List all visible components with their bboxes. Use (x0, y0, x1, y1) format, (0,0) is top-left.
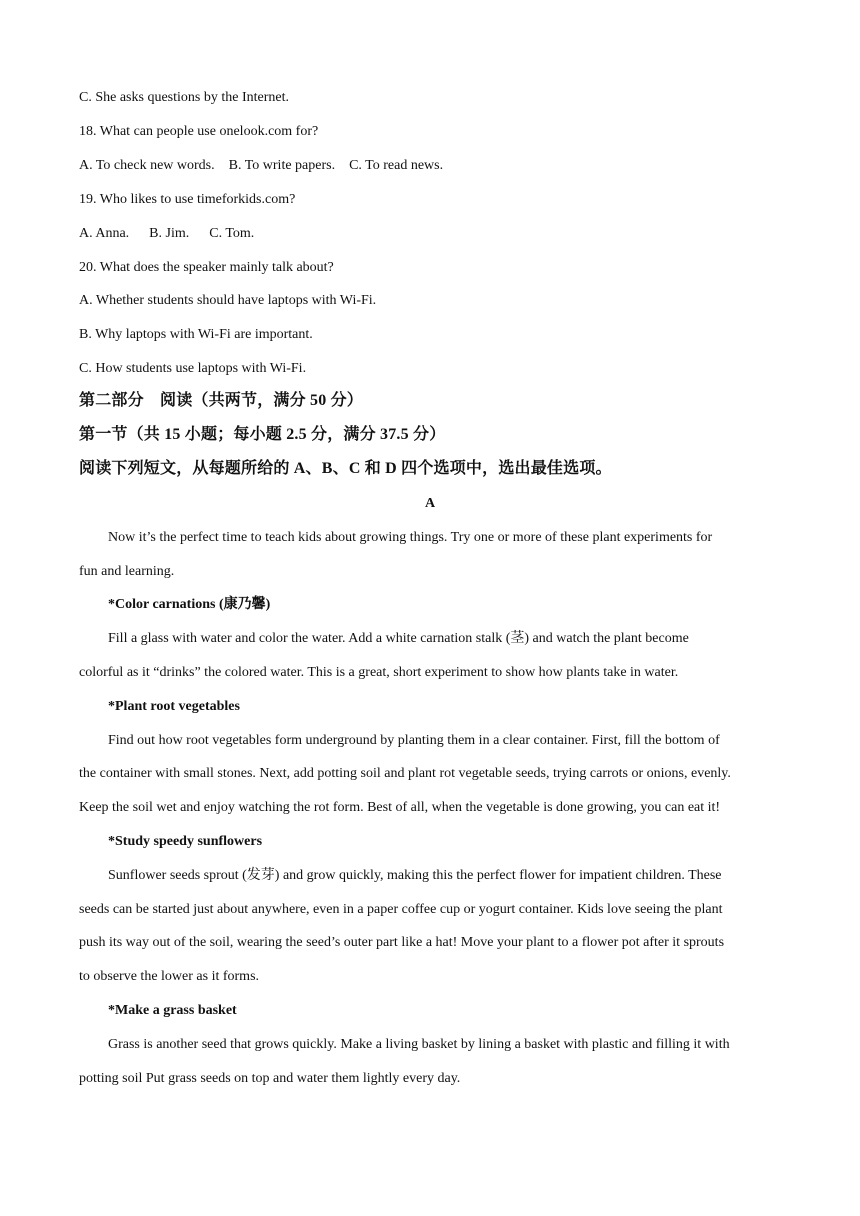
paragraph-line: colorful as it “drinks” the colored water. This is a great, short experiment to show how plants take in water. (79, 665, 679, 680)
q20-question: 20. What does the speaker mainly talk about? (79, 260, 334, 275)
q18-option-a: A. To check new words. (79, 158, 215, 173)
q18-question: 18. What can people use onelook.com for? (79, 124, 319, 139)
paragraph-line: seeds can be started just about anywhere, even in a paper coffee cup or yogurt container. Kids love seeing the plant (79, 902, 723, 917)
paragraph-line: push its way out of the soil, wearing the seed’s outer part like a hat! Move your plant to a flower pot after it sprouts (79, 935, 725, 950)
paragraph-line: Grass is another seed that grows quickly. Make a living basket by lining a basket with plastic and filling it with (108, 1037, 730, 1052)
part2-heading: 第二部分 阅读（共两节，满分 50 分） (79, 392, 364, 409)
section-title: *Color carnations (康乃馨) (108, 597, 271, 612)
q19-options (79, 225, 799, 243)
q20-option-a: A. Whether students should have laptops with Wi-Fi. (79, 293, 377, 308)
q17-option-c: C. She asks questions by the Internet. (79, 90, 289, 105)
q19-option-b: B. Jim. (149, 226, 190, 241)
q19-option-a: A. Anna. (79, 226, 130, 241)
paragraph-line: Keep the soil wet and enjoy watching the rot form. Best of all, when the vegetable is done growing, you can eat it! (79, 800, 721, 815)
q19-question: 19. Who likes to use timeforkids.com? (79, 192, 296, 207)
reading-instruction: 阅读下列短文，从每题所给的 A、B、C 和 D 四个选项中，选出最佳选项。 (79, 460, 612, 477)
section1-heading: 第一节（共 15 小题；每小题 2.5 分，满分 37.5 分） (79, 426, 446, 443)
q20-option-c: C. How students use laptops with Wi-Fi. (79, 361, 307, 376)
q18-options (79, 157, 799, 175)
section-title: *Make a grass basket (108, 1003, 237, 1018)
paragraph-line: potting soil Put grass seeds on top and water them lightly every day. (79, 1071, 461, 1086)
paragraph-line: the container with small stones. Next, add potting soil and plant rot vegetable seeds, trying carrots or onions, evenly. (79, 766, 731, 781)
paragraph-line: Fill a glass with water and color the water. Add a white carnation stalk (茎) and watch the plant become (108, 631, 689, 646)
q19-option-c: C. Tom. (209, 226, 255, 241)
passage-label: A (424, 496, 436, 511)
paragraph-line: Find out how root vegetables form underground by planting them in a clear container. First, fill the bottom of (108, 733, 720, 748)
q20-option-b: B. Why laptops with Wi-Fi are important. (79, 327, 313, 342)
intro-line: fun and learning. (79, 564, 175, 579)
paragraph-line: to observe the lower as it forms. (79, 969, 260, 984)
section-title: *Plant root vegetables (108, 699, 240, 714)
q18-option-c: C. To read news. (349, 158, 444, 173)
paragraph-line: Sunflower seeds sprout (发芽) and grow quickly, making this the perfect flower for impatient children. These (108, 868, 722, 883)
q18-option-b: B. To write papers. (228, 158, 336, 173)
intro-line: Now it’s the perfect time to teach kids about growing things. Try one or more of these plant experiments for (108, 530, 713, 545)
section-title: *Study speedy sunflowers (108, 834, 263, 849)
